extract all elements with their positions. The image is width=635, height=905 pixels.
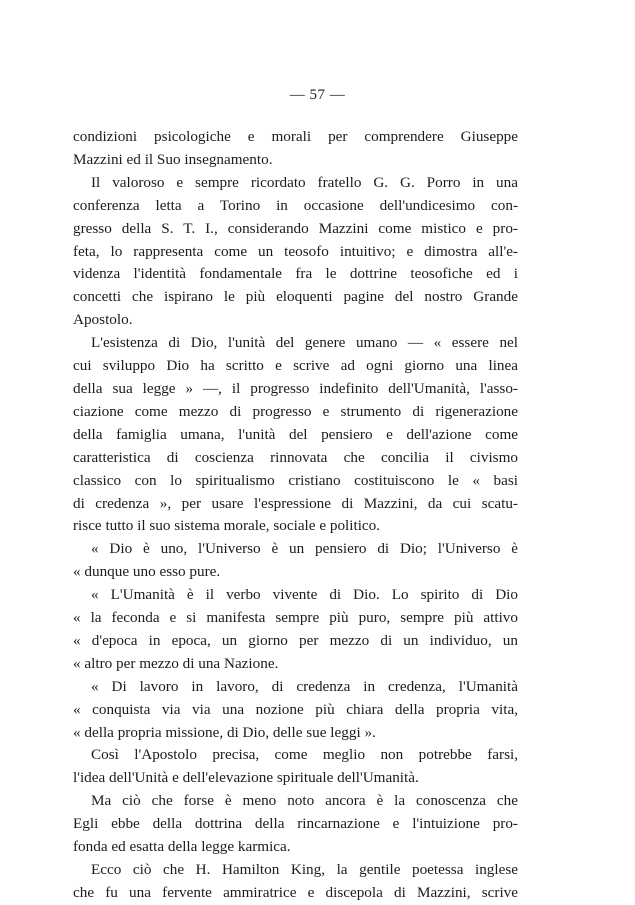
text-line: Il valoroso e sempre ricordato fratello G. G. Porro in una [91,173,518,191]
paragraph [73,744,518,790]
quote-paragraph [73,676,518,745]
text-line: l'idea dell'Unità e dell'elevazione spirituale dell'Umanità. [73,769,419,787]
text-line: « dunque uno esso pure. [73,563,221,581]
paragraph [73,859,518,905]
text-line: classico con lo spiritualismo cristiano costituiscono le « basi [73,471,518,489]
text-line: « la feconda e si manifesta sempre più puro, sempre più attivo [73,609,518,627]
quote-paragraph [73,584,518,676]
text-line: della famiglia umana, l'unità del pensiero e dell'azione come [73,425,518,443]
text-line: cui sviluppo Dio ha scritto e scrive ad ogni giorno una linea [73,357,518,375]
text-line: concetti che ispirano le più eloquenti pagine del nostro Grande [73,288,518,306]
text-line: « L'Umanità è il verbo vivente di Dio. Lo spirito di Dio [91,586,518,604]
text-line: Mazzini ed il Suo insegnamento. [73,150,273,168]
paragraph [73,790,518,859]
text-line: L'esistenza di Dio, l'unità del genere umano — « essere nel [91,334,518,352]
text-line: Così l'Apostolo precisa, come meglio non potrebbe farsi, [91,746,518,764]
text-line: della sua legge » —, il progresso indefinito dell'Umanità, l'asso- [73,379,518,397]
text-line: Egli ebbe della dottrina della rincarnazione e l'intuizione pro- [73,815,518,833]
paragraph [73,126,518,172]
paragraph [73,172,518,332]
text-line: feta, lo rappresenta come un teosofo intuitivo; e dimostra all'e- [73,242,518,260]
paragraph [73,332,518,538]
text-line: « altro per mezzo di una Nazione. [73,654,279,672]
text-line: risce tutto il suo sistema morale, sociale e politico. [73,517,381,535]
text-line: « Dio è uno, l'Universo è un pensiero di Dio; l'Universo è [91,540,518,558]
page-number: — 57 — [289,87,346,103]
text-line: « Di lavoro in lavoro, di credenza in credenza, l'Umanità [91,677,518,695]
text-line: ciazione come mezzo di progresso e strumento di rigenerazione [73,402,518,420]
text-line: Ma ciò che forse è meno noto ancora è la conoscenza che [91,792,518,810]
text-line: di credenza », per usare l'espressione di Mazzini, da cui scatu- [73,494,518,512]
text-line: Ecco ciò che H. Hamilton King, la gentile poetessa inglese [91,861,518,878]
text-line: Apostolo. [73,311,133,329]
text-line: fonda ed esatta della legge karmica. [73,838,291,856]
text-line: conferenza letta a Torino in occasione dell'undicesimo con- [73,196,518,214]
text-line: videnza l'identità fondamentale fra le dottrine teosofiche ed i [73,265,518,283]
text-line: « della propria missione, di Dio, delle sue leggi ». [73,723,376,741]
text-line: gresso della S. T. I., considerando Mazzini come mistico e pro- [73,219,518,237]
text-line: che fu una fervente ammiratrice e discepola di Mazzini, scrive [73,883,518,901]
text-line: « d'epoca in epoca, un giorno per mezzo di un individuo, un [73,631,518,649]
text-line: caratteristica di coscienza rinnovata che concilia il civismo [73,448,518,466]
quote-paragraph [73,538,518,584]
text-line: « conquista via via una nozione più chiara della propria vita, [73,700,518,718]
body-text [73,126,518,905]
text-line: condizioni psicologiche e morali per comprendere Giuseppe [73,128,518,145]
